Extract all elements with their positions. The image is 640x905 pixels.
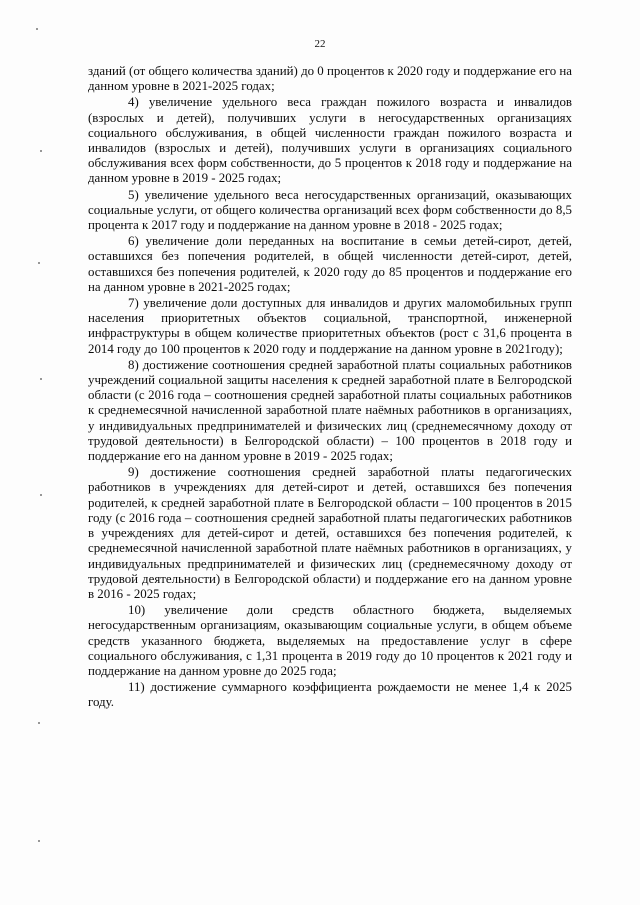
paragraph-item-5: 5) увеличение удельного веса негосударственных организаций, оказывающих социальные услуги, от общего количества организаций всех форм собственности до 8,5 процента к 2017 году и поддержание на данном уровне в 2018 - 2025 годах; bbox=[88, 187, 572, 233]
paragraph-item-11: 11) достижение суммарного коэффициента рождаемости не менее 1,4 к 2025 году. bbox=[88, 680, 572, 710]
paragraph-item-7: 7) увеличение доли доступных для инвалидов и других маломобильных групп населения приоритетных объектов социальной, транспортной, инженерной инфраструктуры в общем количестве приоритетных объектов (рост с 31,6 процента в 2014 году до 100 процентов к 2020 году и поддержание на данном уровне в 2021году); bbox=[88, 296, 572, 356]
scan-speck bbox=[38, 840, 40, 842]
scan-speck bbox=[40, 378, 42, 380]
paragraph-item-4: 4) увеличение удельного веса граждан пожилого возраста и инвалидов (взрослых и детей), получивших услуги в негосударственных организациях социального обслуживания, в общей численности граждан пожилого возраста и инвалидов (взрослых и детей), получивших услуги в организациях социального обслуживания всех форм собственности, до 5 процентов к 2018 году и поддержание на данном уровне в 2019 - 2025 годах; bbox=[88, 95, 572, 186]
document-body bbox=[88, 64, 572, 712]
scan-speck bbox=[38, 722, 40, 724]
paragraph-item-8: 8) достижение соотношения средней заработной платы социальных работников учреждений социальной защиты населения к средней заработной плате в Белгородской области (с 2016 года – соотношения средней заработной платы социальных работников к среднемесячной начисленной заработной плате наёмных работников в организациях, у индивидуальных предпринимателей и физических лиц (среднемесячному доходу от трудовой деятельности) в Белгородской области) – 100 процентов в 2018 году и поддержание его на данном уровне в 2019 - 2025 годах; bbox=[88, 357, 572, 464]
scan-speck bbox=[38, 262, 40, 264]
paragraph-item-6: 6) увеличение доли переданных на воспитание в семьи детей-сирот, детей, оставшихся без попечения родителей, в общей численности детей-сирот, детей, оставшихся без попечения родителей, к 2020 году до 85 процентов и поддержание его на данном уровне в 2021-2025 годах; bbox=[88, 234, 572, 294]
scan-speck bbox=[40, 494, 42, 496]
paragraph-item-10: 10) увеличение доли средств областного бюджета, выделяемых негосударственным организациям, оказывающим социальные услуги, в общем объеме средств указанного бюджета, выделяемых на предоставление услуг в сфере социального обслуживания, с 1,31 процента в 2019 году до 10 процентов к 2021 году и поддержание на данном уровне до 2025 года; bbox=[88, 603, 572, 678]
scan-speck bbox=[40, 150, 42, 152]
scan-speck bbox=[36, 28, 38, 30]
paragraph-item-9: 9) достижение соотношения средней заработной платы педагогических работников в учреждениях для детей-сирот и детей, оставшихся без попечения родителей, к средней заработной плате в Белгородской области – 100 процентов в 2015 году (с 2016 года – соотношения средней заработной платы педагогических работников в учреждениях для детей-сирот и детей, оставшихся без попечения родителей, к среднемесячной начисленной заработной плате наёмных работников в организациях, у индивидуальных предпринимателей и физических лиц (среднемесячному доходу от трудовой деятельности) в Белгородской области) и поддержание его на данном уровне в 2016 - 2025 годах; bbox=[88, 465, 572, 601]
page-number: 22 bbox=[314, 38, 326, 50]
paragraph-continuation: зданий (от общего количества зданий) до 0 процентов к 2020 году и поддержание его на данном уровне в 2021-2025 годах; bbox=[88, 64, 572, 94]
